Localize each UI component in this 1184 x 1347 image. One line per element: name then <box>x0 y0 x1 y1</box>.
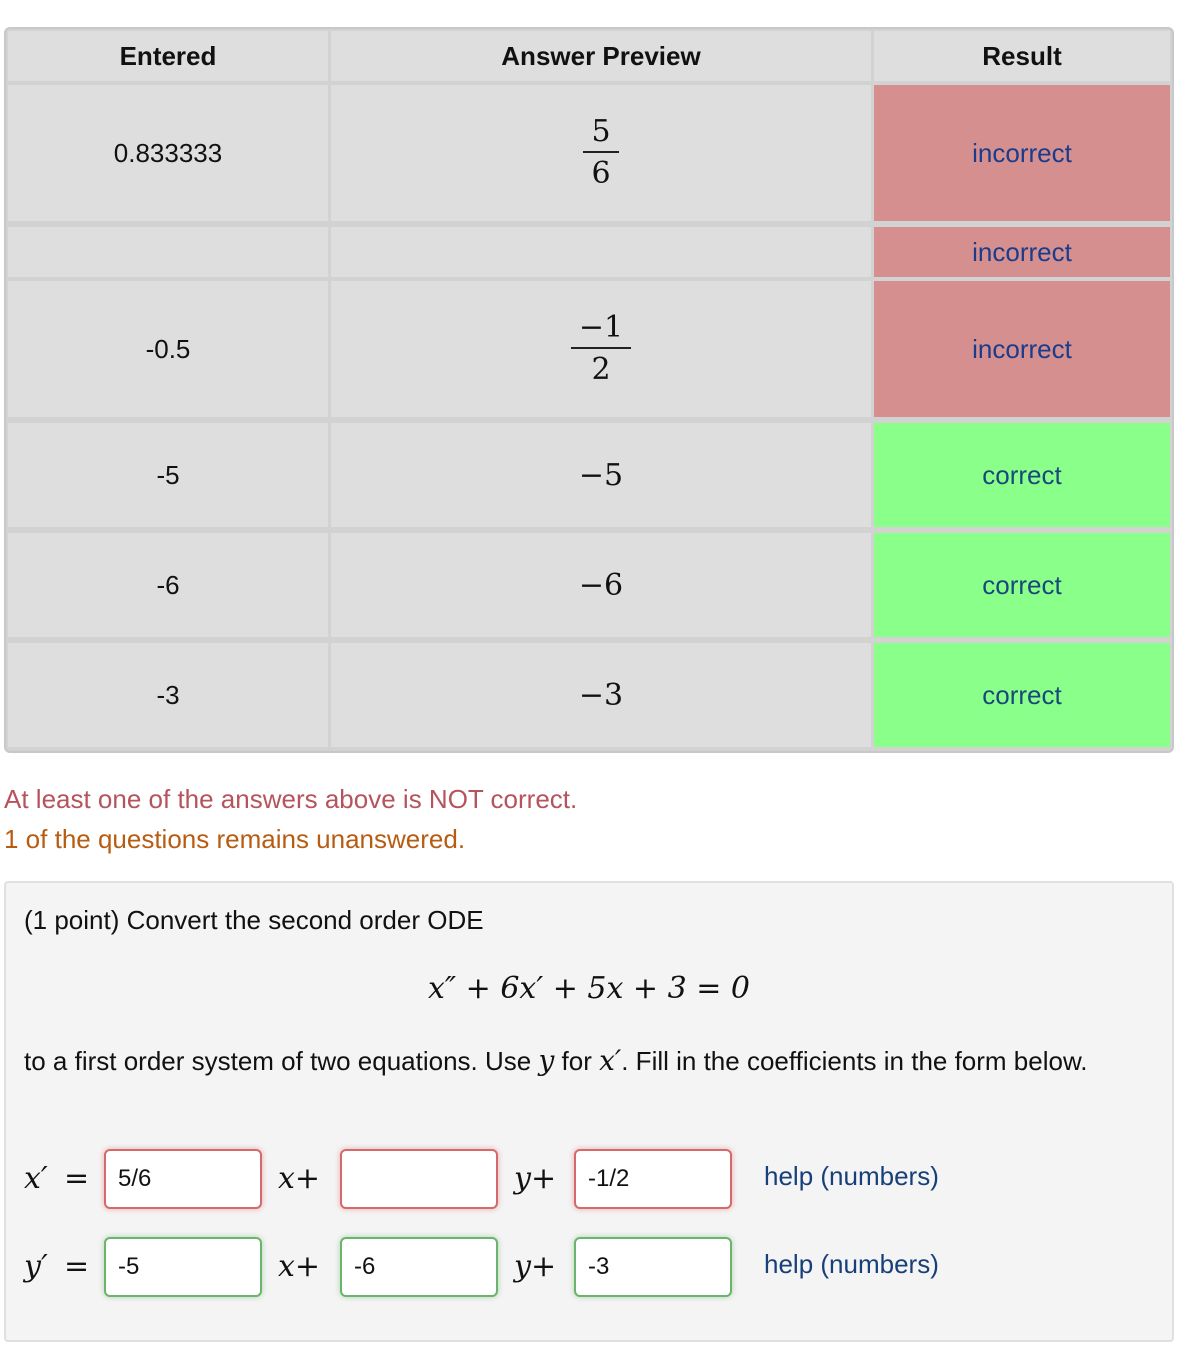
table-row-3-result: incorrect <box>874 281 1170 417</box>
x-plus-term: x+ <box>278 1249 321 1284</box>
table-row-3-preview <box>331 281 871 417</box>
not-correct-message: At least one of the answers above is NOT correct. <box>4 784 578 814</box>
equals-sign: = <box>64 1161 90 1196</box>
unanswered-message: 1 of the questions remains unanswered. <box>4 824 466 854</box>
help-numbers-link[interactable]: help (numbers) <box>764 1161 939 1191</box>
header-entered: Entered <box>8 31 328 81</box>
fraction <box>583 114 618 191</box>
const-y-prime-input[interactable] <box>574 1237 732 1297</box>
problem-instructions <box>24 1041 1134 1081</box>
coef-y-prime-x-input[interactable] <box>104 1237 262 1297</box>
fraction-numerator: 5 <box>583 117 618 153</box>
header-answer-preview: Answer Preview <box>331 31 871 81</box>
y-plus-term: y+ <box>514 1249 557 1284</box>
table-row-1-entered: 0.833333 <box>8 85 328 221</box>
equals-sign: = <box>64 1249 90 1284</box>
table-row-4-result: correct <box>874 423 1170 527</box>
table-row-2-preview <box>331 227 871 277</box>
table-row-4-preview: −5 <box>331 423 871 527</box>
coef-y-prime-y-input[interactable] <box>340 1237 498 1297</box>
fraction <box>571 310 631 387</box>
table-row-3-entered: -0.5 <box>8 281 328 417</box>
fraction-denominator: 6 <box>591 156 611 191</box>
const-x-prime-input[interactable] <box>574 1149 732 1209</box>
table-row-1-result: incorrect <box>874 85 1170 221</box>
instructions-text-b: for <box>554 1046 600 1076</box>
instructions-text-a: to a first order system of two equations. Use <box>24 1046 539 1076</box>
table-row-5-preview: −6 <box>331 533 871 637</box>
table-row-6-entered: -3 <box>8 643 328 747</box>
y-plus-term: y+ <box>514 1161 557 1196</box>
table-row-1-preview <box>331 85 871 221</box>
table-row-6-preview: −3 <box>331 643 871 747</box>
help-numbers-link[interactable]: help (numbers) <box>764 1249 939 1279</box>
x-plus-term: x+ <box>278 1161 321 1196</box>
instructions-text-c: . Fill in the coefficients in the form below. <box>621 1046 1088 1076</box>
table-row-2-entered <box>8 227 328 277</box>
equation-row-y-prime <box>6 1237 1172 1297</box>
table-row-5-result: correct <box>874 533 1170 637</box>
problem-intro: (1 point) Convert the second order ODE <box>24 905 484 935</box>
coef-x-prime-y-input[interactable] <box>340 1149 498 1209</box>
ode-equation-text: x″ + 6x′ + 5x + 3 = 0 <box>428 971 750 1006</box>
fraction-denominator: 2 <box>591 352 611 387</box>
var-x-prime: x′ <box>599 1044 622 1077</box>
lhs-y-prime: y′ <box>24 1249 48 1284</box>
lhs-x-prime: x′ <box>24 1161 48 1196</box>
fraction-numerator: −1 <box>571 313 631 349</box>
table-row-4-entered: -5 <box>8 423 328 527</box>
table-row-6-result: correct <box>874 643 1170 747</box>
header-result: Result <box>874 31 1170 81</box>
table-row-2-result: incorrect <box>874 227 1170 277</box>
var-y: y <box>538 1044 555 1077</box>
coef-x-prime-x-input[interactable] <box>104 1149 262 1209</box>
problem-box <box>4 881 1174 1342</box>
equation-row-x-prime <box>6 1149 1172 1209</box>
table-row-5-entered: -6 <box>8 533 328 637</box>
ode-equation <box>6 971 1172 1006</box>
results-table <box>4 27 1174 753</box>
